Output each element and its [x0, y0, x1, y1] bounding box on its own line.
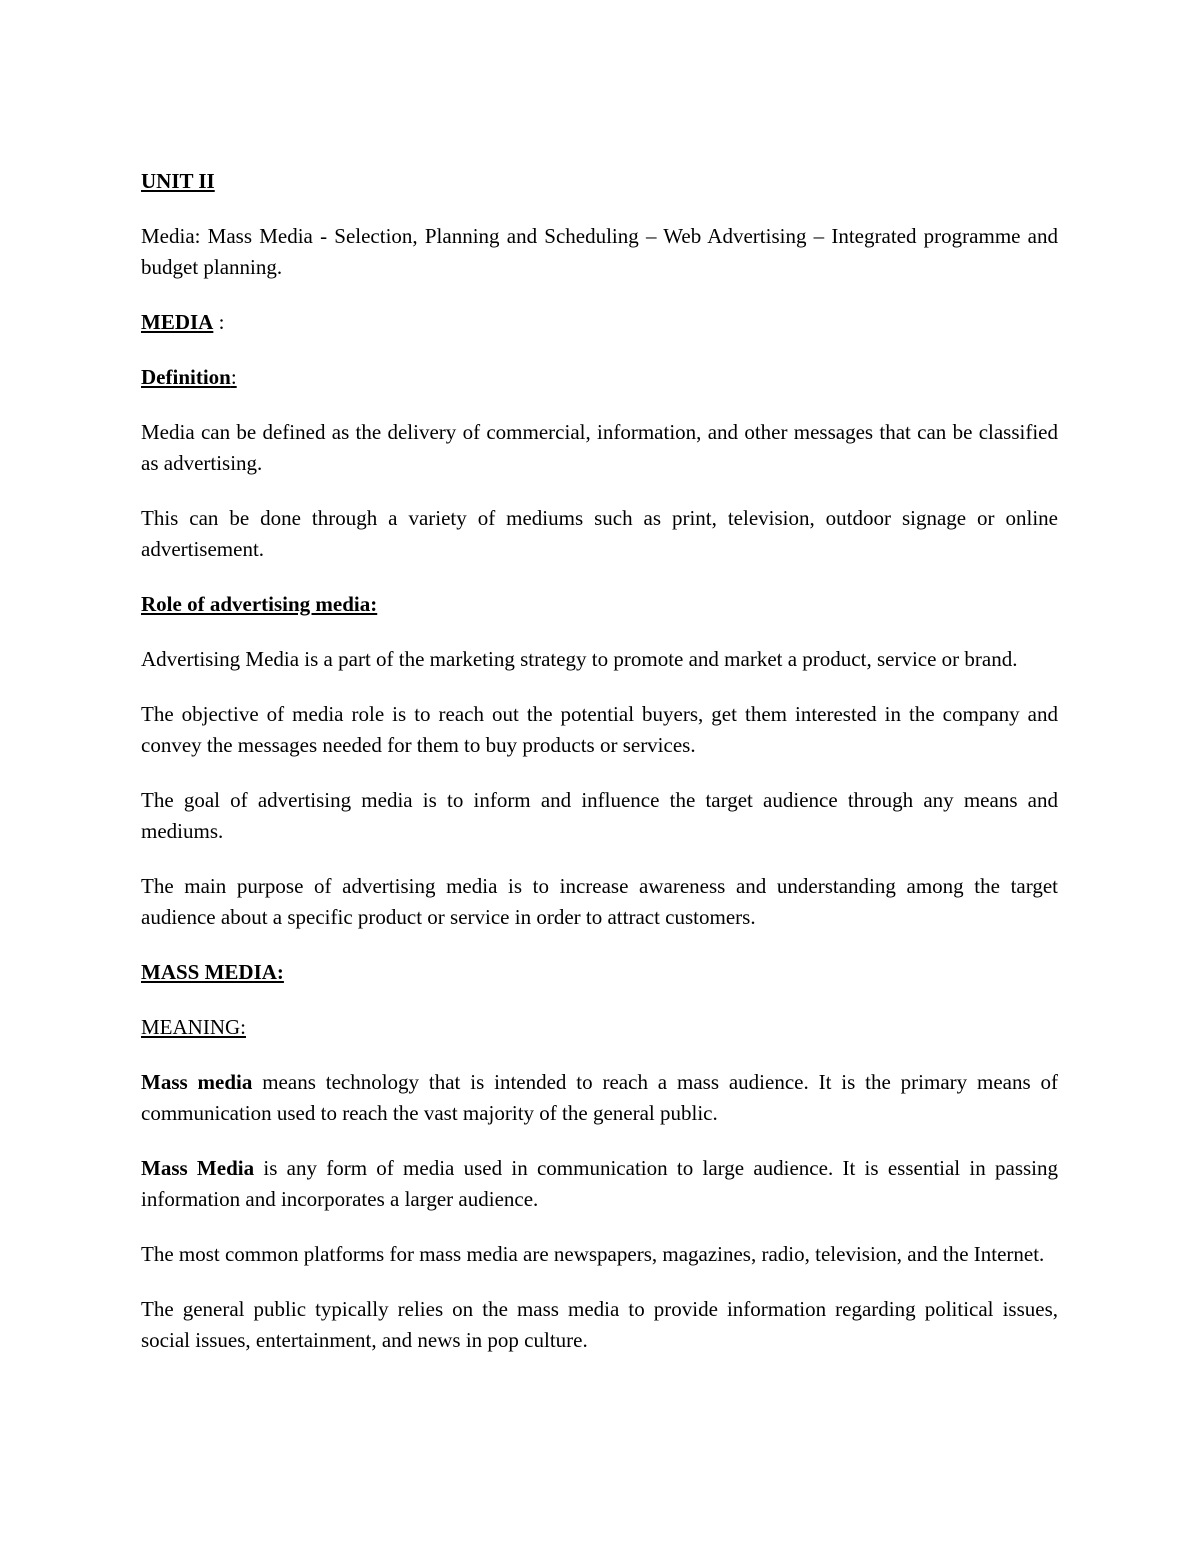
- meaning-heading: [141, 1012, 1058, 1043]
- definition-heading: [141, 362, 1058, 393]
- media-heading: [141, 307, 1058, 338]
- mass-media-definition-2: is any form of media used in communication to large audience. It is essential in passing information and incorporates a larger audience.: [141, 1156, 1059, 1211]
- mass-media-term-1: Mass media: [141, 1070, 253, 1094]
- role-paragraph-4: The main purpose of advertising media is to increase awareness and understanding among the target audience about a specific product or service in order to attract customers.: [141, 874, 1058, 929]
- definition-heading-suffix: :: [230, 365, 237, 389]
- unit-title: [141, 166, 1058, 197]
- role-paragraph-1: Advertising Media is a part of the marketing strategy to promote and market a product, service or brand.: [141, 647, 1018, 671]
- definition-paragraph-1: Media can be defined as the delivery of commercial, information, and other messages that can be classified as advertising.: [141, 420, 1058, 475]
- mass-media-paragraph-4: The general public typically relies on the mass media to provide information regarding political issues, social issues, entertainment, and news in pop culture.: [141, 1297, 1058, 1352]
- role-heading-text: Role of advertising media:: [141, 592, 378, 616]
- mass-media-heading-text: MASS MEDIA:: [141, 960, 284, 984]
- mass-media-paragraph-2: [141, 1153, 1058, 1215]
- role-paragraph-2: The objective of media role is to reach out the potential buyers, get them interested in the company and convey the messages needed for them to buy products or services.: [141, 702, 1058, 757]
- mass-media-paragraph-3: The most common platforms for mass media are newspapers, magazines, radio, television, and the Internet.: [141, 1242, 1045, 1266]
- mass-media-paragraph-1: [141, 1067, 1058, 1129]
- unit-syllabus: Media: Mass Media - Selection, Planning and Scheduling – Web Advertising – Integrated programme and budget planning.: [141, 224, 1058, 279]
- media-heading-suffix: :: [213, 310, 225, 334]
- meaning-heading-text: MEANING:: [141, 1015, 246, 1039]
- unit-title-text: UNIT II: [141, 169, 215, 193]
- definition-paragraph-2: This can be done through a variety of mediums such as print, television, outdoor signage or online advertisement.: [141, 506, 1058, 561]
- role-heading: [141, 589, 1058, 620]
- mass-media-definition-1: means technology that is intended to reach a mass audience. It is the primary means of communication used to reach the vast majority of the general public.: [141, 1070, 1058, 1125]
- document-page: [141, 166, 1058, 1380]
- role-paragraph-3: The goal of advertising media is to inform and influence the target audience through any means and mediums.: [141, 788, 1058, 843]
- mass-media-term-2: Mass Media: [141, 1156, 255, 1180]
- definition-heading-text: Definition: [141, 365, 231, 389]
- mass-media-heading: [141, 957, 1058, 988]
- media-heading-text: MEDIA: [141, 310, 214, 334]
